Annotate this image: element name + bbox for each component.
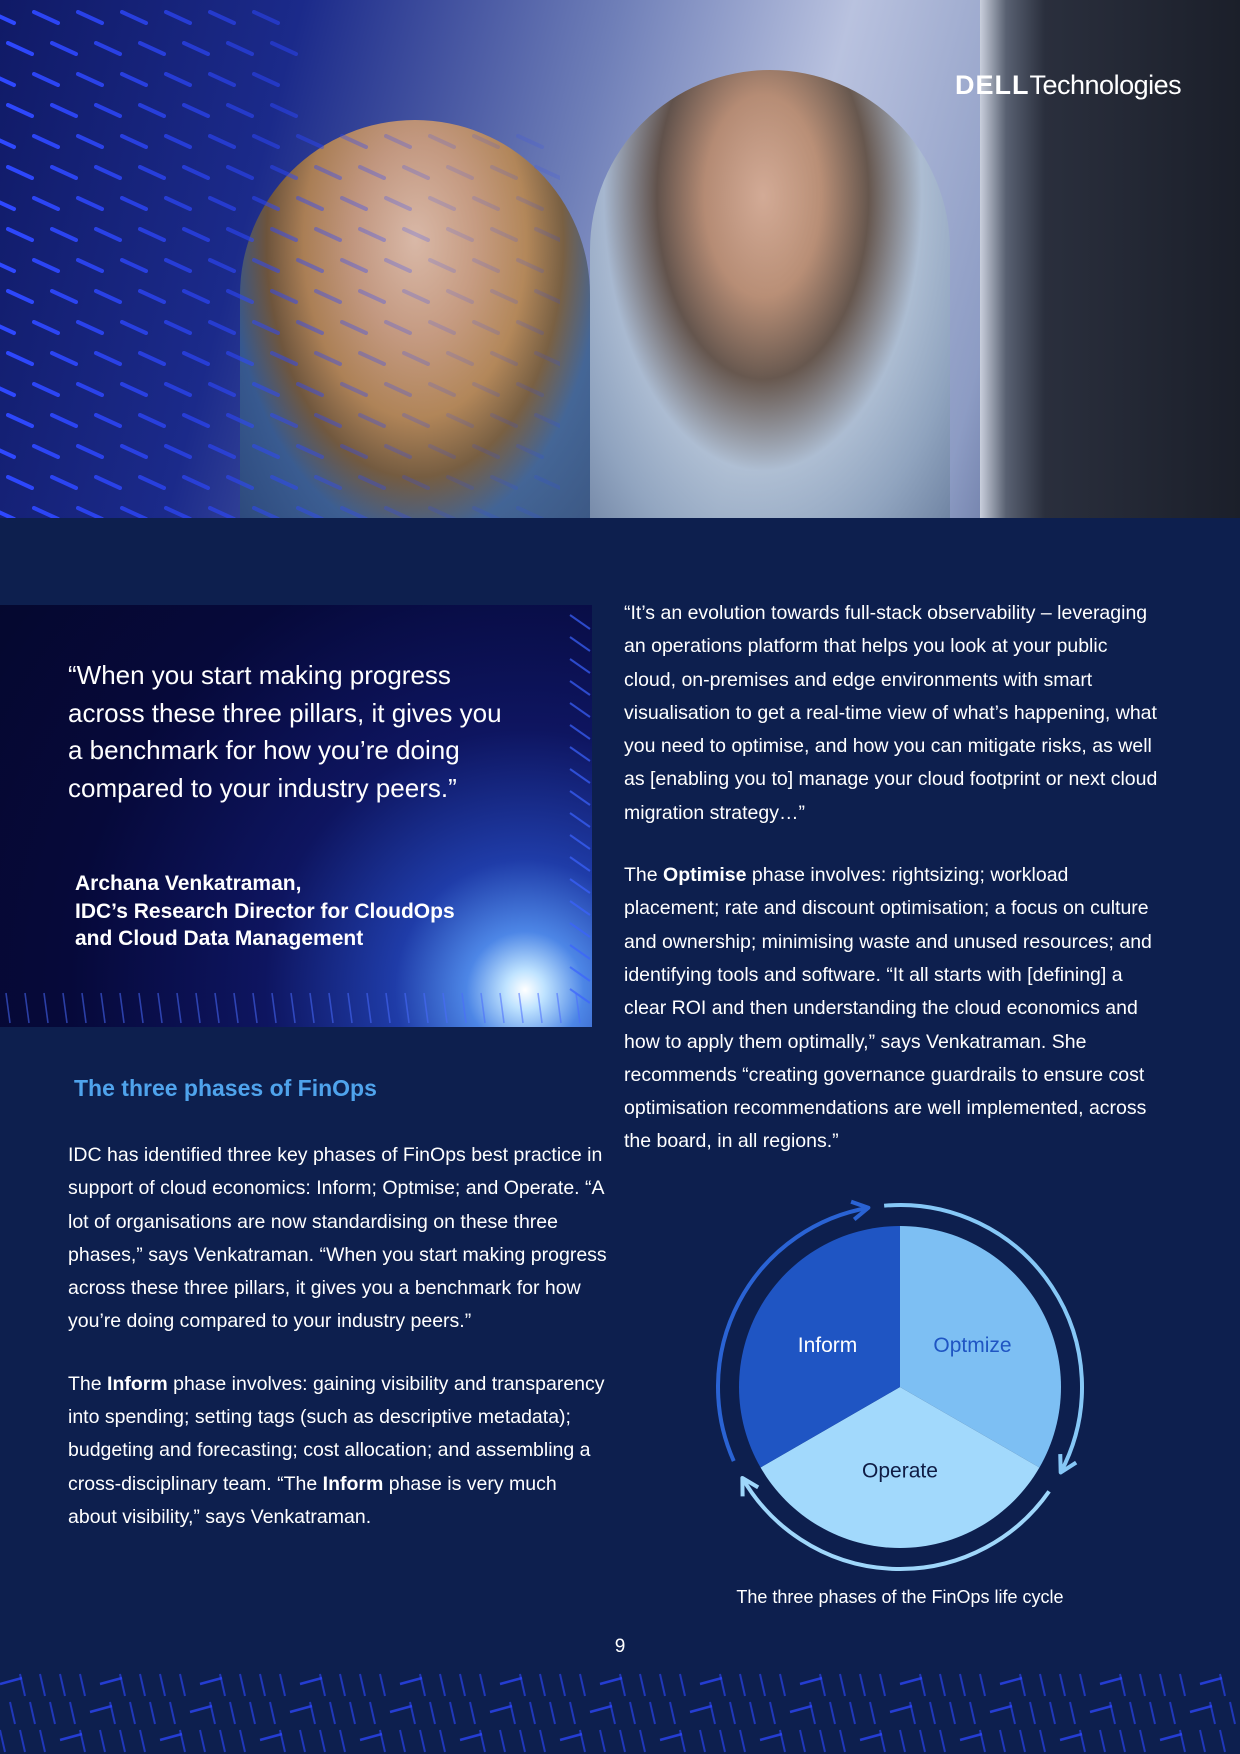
section-heading: The three phases of FinOps — [74, 1075, 377, 1101]
inform-paragraph: The Inform phase involves: gaining visibility and transparency into spending; setting tags (such as descriptive metadata); budgeting and forecasting; cost allocation; and assembling a cross-disciplinary team. “The Inform phase is very much about visibility,” says Venkatraman. — [68, 1372, 605, 1528]
observability-quote-paragraph: “It’s an evolution towards full-stack observability – leveraging an operations platform that helps you look at your public cloud, on-premises and edge environments with smart visualisation to get a real-time view of what’s happening, what you need to optimise, and how you can mitigate risks, as well as [enabling you to] manage your cloud footprint or next cloud migration strategy…” — [624, 602, 1158, 824]
finops-cycle-chart — [705, 1192, 1095, 1582]
pie-svg — [705, 1192, 1095, 1582]
intro-paragraph: IDC has identified three key phases of FinOps best practice in support of cloud economics: Inform; Optmise; and Operate. “A lot of organisations are now standardising on these three phases,” says Venkatraman. “When you start making progress across these three pillars, it gives you a benchmark for how you’re doing compared to your industry peers.” — [68, 1144, 607, 1333]
left-column — [68, 1075, 608, 1563]
pie-label-optmize: Optmize — [933, 1334, 1012, 1358]
hero-image — [0, 0, 1240, 518]
attribution-name: Archana Venkatraman, — [75, 872, 302, 895]
right-column — [624, 597, 1164, 1188]
dash-pattern — [0, 0, 560, 518]
attribution-title: IDC’s Research Director for CloudOps and Cloud Data Management — [75, 899, 455, 950]
pie-label-inform: Inform — [797, 1334, 858, 1358]
pull-quote-text: “When you start making progress across these three pillars, it gives you a benchmark for how you’re doing compared to your industry peers.” — [68, 660, 502, 803]
optimise-paragraph: The Optimise phase involves: rightsizing; workload placement; rate and discount optimisation; a focus on culture and ownership; minimising waste and unused resources; and identifying tools and software. “It all starts with [defining] a clear ROI and then understanding the cloud economics and how to apply them optimally,” says Venkatraman. She recommends “creating governance guardrails to ensure cost optimisation recommendations are well implemented, across the board, in all regions.” — [624, 864, 1152, 1153]
pie-label-operate: Operate — [862, 1459, 938, 1483]
pull-quote-attribution — [75, 870, 495, 953]
chart-caption: The three phases of the FinOps life cycle — [736, 1587, 1064, 1607]
pull-quote-box — [0, 605, 592, 1027]
page-number: 9 — [614, 1636, 626, 1657]
footer-dash-pattern — [0, 1668, 1240, 1754]
photo-man-glasses — [590, 70, 950, 518]
dell-technologies-logo: DELLTechnologies — [955, 70, 1182, 100]
